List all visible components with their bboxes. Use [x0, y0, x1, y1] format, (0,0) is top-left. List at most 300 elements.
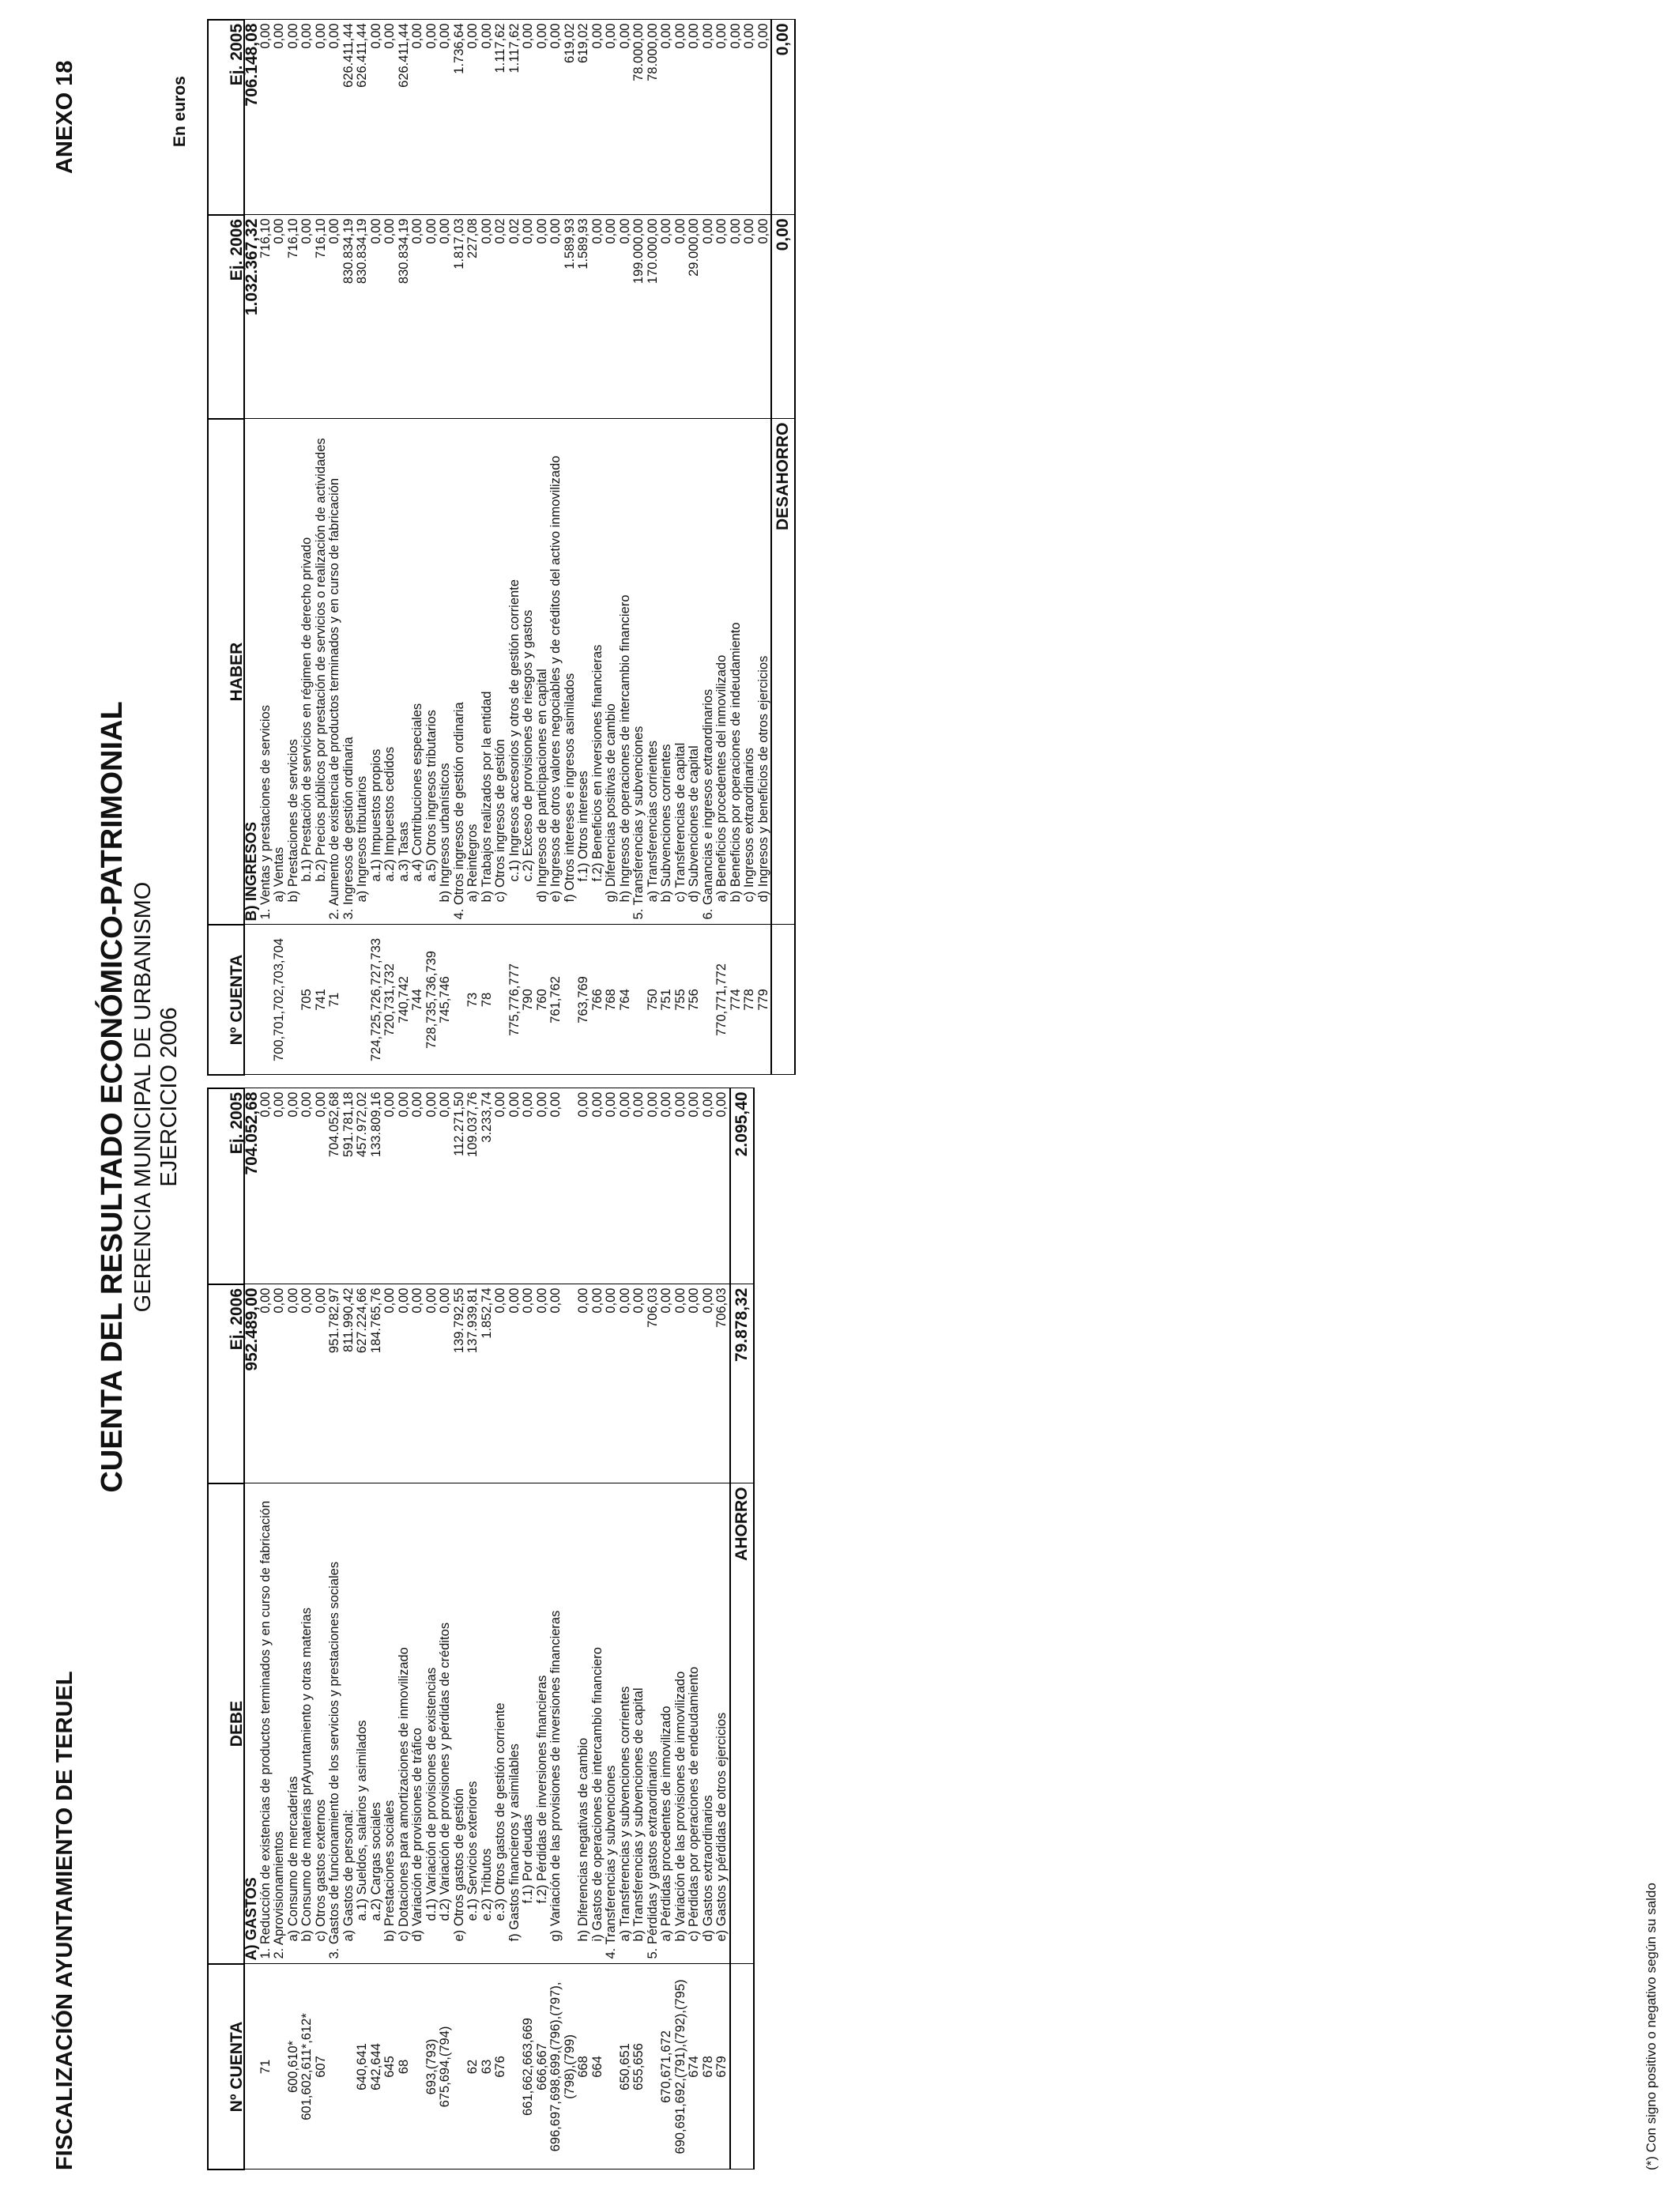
- table-row: [563, 20, 578, 1075]
- value-2005-cell: 0,00: [439, 20, 453, 215]
- account-cell: 761,762: [549, 925, 563, 1075]
- table-row: [342, 20, 356, 1075]
- value-2005-cell: 0,00: [300, 1088, 315, 1284]
- account-cell: 750: [646, 925, 661, 1075]
- account-cell: 668: [577, 1964, 591, 2169]
- concept-cell: b) Beneficios por operaciones de indeudamiento: [729, 419, 744, 925]
- value-2006-cell: 0,00: [494, 1284, 508, 1483]
- value-2005-cell: 1.117,62: [494, 20, 508, 215]
- table-row: [660, 1088, 674, 2169]
- table-row: [315, 1088, 329, 2169]
- account-cell: 775,776,777: [508, 925, 522, 1075]
- table-row: [522, 20, 536, 1075]
- account-cell: [563, 925, 578, 1075]
- concept-cell: b) Ingresos urbanísticos: [439, 419, 453, 925]
- value-2005-cell: 0,00: [273, 20, 287, 215]
- table-row: [328, 20, 342, 1075]
- concept-cell: h) Ingresos de operaciones de intercambio financiero: [619, 419, 633, 925]
- value-2005-cell: 0,00: [577, 1088, 591, 1284]
- account-cell: [494, 925, 508, 1075]
- concept-cell: a.3) Tasas: [397, 419, 412, 925]
- concept-cell: a) Reintegros: [466, 419, 480, 925]
- value-2006-cell: 0,00: [605, 215, 619, 419]
- haber-table: [207, 19, 796, 1076]
- table-row: [356, 1088, 370, 2169]
- concept-cell: a.2) Impuestos cedidos: [383, 419, 397, 925]
- account-cell: 63: [480, 1964, 495, 2169]
- table-row: [328, 1088, 342, 2169]
- value-2006-cell: 0,00: [687, 1284, 702, 1483]
- haber-total-2005: 0,00: [771, 20, 795, 215]
- table-row: [480, 20, 495, 1075]
- concept-cell: A) GASTOS: [244, 1483, 259, 1964]
- table-row: [605, 20, 619, 1075]
- value-2006-cell: 716,10: [259, 215, 273, 419]
- account-cell: [342, 1964, 356, 2169]
- table-row: [536, 20, 550, 1075]
- value-2005-cell: 112.271,50: [453, 1088, 467, 1284]
- concept-cell: c) Ingresos extraordinarios: [743, 419, 757, 925]
- value-2005-cell: 704.052,68: [328, 1088, 342, 1284]
- haber-header-row: [208, 20, 244, 1075]
- table-row: [287, 20, 301, 1075]
- table-row: [619, 20, 633, 1075]
- value-2005-cell: 0,00: [702, 20, 716, 215]
- value-2005-cell: 0,00: [383, 1088, 397, 1284]
- table-row: [370, 1088, 384, 2169]
- value-2005-cell: 0,00: [715, 1088, 730, 1284]
- value-2005-cell: 0,00: [687, 20, 702, 215]
- value-2005-cell: 0,00: [287, 1088, 301, 1284]
- value-2006-cell: 0,00: [315, 1284, 329, 1483]
- concept-cell: e) Gastos y pérdidas de otros ejercicios: [715, 1483, 730, 1964]
- value-2005-cell: 591.781,18: [342, 1088, 356, 1284]
- concept-cell: 5. Pérdidas y gastos extraordinarios: [646, 1483, 661, 1964]
- value-2006-cell: 0,00: [480, 215, 495, 419]
- value-2005-cell: 626.411,44: [342, 20, 356, 215]
- account-cell: 664: [591, 1964, 605, 2169]
- table-row: [508, 20, 522, 1075]
- table-row: [397, 20, 412, 1075]
- table-row: [591, 20, 605, 1075]
- debe-concept-header: DEBE: [208, 1483, 244, 1964]
- value-2005-cell: 626.411,44: [397, 20, 412, 215]
- value-2006-cell: 0,00: [411, 1284, 425, 1483]
- concept-cell: f) Otros intereses e ingresos asimilados: [563, 419, 578, 925]
- account-cell: 693,(793): [425, 1964, 439, 2169]
- value-2005-cell: 0,00: [425, 1088, 439, 1284]
- value-2005-cell: 0,00: [397, 1088, 412, 1284]
- debe-table: [207, 1088, 755, 2170]
- value-2006-cell: 716,10: [287, 215, 301, 419]
- concept-cell: i) Gastos de operaciones de intercambio financiero: [591, 1483, 605, 1964]
- concept-cell: d) Ingresos y beneficios de otros ejercicios: [757, 419, 772, 925]
- account-cell: 755: [674, 925, 688, 1075]
- table-row: [439, 20, 453, 1075]
- concept-cell: 2. Aumento de existencia de productos terminados y en curso de fabricación: [328, 419, 342, 925]
- table-row: [397, 1088, 412, 2169]
- value-2006-cell: 0,00: [383, 1284, 397, 1483]
- account-cell: 679: [715, 1964, 730, 2169]
- value-2006-cell: 0,00: [425, 1284, 439, 1483]
- value-2005-cell: 133.809,16: [370, 1088, 384, 1284]
- value-2006-cell: 0,00: [605, 1284, 619, 1483]
- value-2005-cell: 0,00: [605, 1088, 619, 1284]
- concept-cell: c.1) Ingresos accesorios y otros de gestión corriente: [508, 419, 522, 925]
- value-2006-cell: 0,00: [411, 215, 425, 419]
- account-cell: [411, 1964, 425, 2169]
- value-2005-cell: 0,00: [480, 20, 495, 215]
- account-cell: [632, 925, 646, 1075]
- value-2006-cell: 0,00: [619, 215, 633, 419]
- concept-cell: a.2) Cargas sociales: [370, 1483, 384, 1964]
- account-cell: 73: [466, 925, 480, 1075]
- value-2005-cell: 0,00: [757, 20, 772, 215]
- debe-total-2005: 2.095,40: [730, 1088, 754, 1284]
- value-2005-cell: 0,00: [619, 20, 633, 215]
- concept-cell: a) Pérdidas procedentes de inmovilizado: [660, 1483, 674, 1964]
- concept-cell: d) Variación de provisiones de tráfico: [411, 1483, 425, 1964]
- concept-cell: b) Transferencias y subvenciones de capital: [632, 1483, 646, 1964]
- haber-2005-header: Ej. 2005: [208, 20, 244, 215]
- value-2005-cell: 0,00: [674, 1088, 688, 1284]
- value-2006-cell: 0,00: [259, 1284, 273, 1483]
- concept-cell: c) Otros gastos externos: [315, 1483, 329, 1964]
- table-row: [453, 20, 467, 1075]
- table-row: [356, 20, 370, 1075]
- debe-header-row: [208, 1088, 244, 2169]
- table-row: [549, 1088, 577, 2169]
- annex-label: ANEXO 18: [52, 60, 77, 174]
- table-row: [522, 1088, 536, 2169]
- value-2005-cell: 0,00: [536, 1088, 550, 1284]
- value-2005-cell: 706.148,08: [244, 20, 259, 215]
- table-row: [757, 20, 772, 1075]
- concept-cell: a) Transferencias corrientes: [646, 419, 661, 925]
- account-cell: 655,656: [632, 1964, 646, 2169]
- page-subtitle: GERENCIA MUNICIPAL DE URBANISMO: [130, 881, 156, 1313]
- account-cell: [508, 1964, 522, 2169]
- concept-cell: c) Pérdidas por operaciones de endeudamiento: [687, 1483, 702, 1964]
- value-2006-cell: 0,00: [702, 215, 716, 419]
- debe-2005-header: Ej. 2005: [208, 1088, 244, 1284]
- concept-cell: b) Subvenciones corrientes: [660, 419, 674, 925]
- account-cell: 661,662,663,669: [522, 1964, 536, 2169]
- concept-cell: d) Subvenciones de capital: [687, 419, 702, 925]
- value-2006-cell: 0,00: [660, 215, 674, 419]
- concept-cell: d.1) Variación de provisiones de existencias: [425, 1483, 439, 1964]
- concept-cell: 3. Ingresos de gestión ordinaria: [342, 419, 356, 925]
- value-2006-cell: 0,00: [619, 1284, 633, 1483]
- table-row: [674, 20, 688, 1075]
- table-row: [425, 1088, 439, 2169]
- table-row: [729, 20, 744, 1075]
- value-2006-cell: 0,00: [300, 1284, 315, 1483]
- account-cell: 760: [536, 925, 550, 1075]
- value-2005-cell: 0,00: [687, 1088, 702, 1284]
- value-2006-cell: 139.792,55: [453, 1284, 467, 1483]
- table-row: [632, 20, 646, 1075]
- account-cell: 740,742: [397, 925, 412, 1075]
- account-cell: [356, 925, 370, 1075]
- account-cell: 756: [687, 925, 702, 1075]
- page-title: CUENTA DEL RESULTADO ECONÓMICO-PATRIMONIAL: [96, 701, 129, 1493]
- concept-cell: a.1) Sueldos, salarios y asimilados: [356, 1483, 370, 1964]
- value-2005-cell: 0,00: [273, 1088, 287, 1284]
- table-row: [259, 1088, 273, 2169]
- value-2005-cell: 457.972,02: [356, 1088, 370, 1284]
- value-2005-cell: 0,00: [549, 1088, 577, 1284]
- account-cell: 650,651: [619, 1964, 633, 2169]
- account-cell: 778: [743, 925, 757, 1075]
- value-2005-cell: 0,00: [632, 1088, 646, 1284]
- account-cell: 728,735,736,739: [425, 925, 439, 1075]
- value-2006-cell: 0,00: [439, 215, 453, 419]
- account-cell: [605, 1964, 619, 2169]
- concept-cell: 2. Aprovisionamientos: [273, 1483, 287, 1964]
- value-2006-cell: 0,00: [397, 1284, 412, 1483]
- account-cell: 645: [383, 1964, 397, 2169]
- concept-cell: b.1) Prestación de servicios en régimen de derecho privado: [300, 419, 315, 925]
- value-2005-cell: 0,00: [729, 20, 744, 215]
- table-row: [411, 1088, 425, 2169]
- account-cell: [273, 1964, 287, 2169]
- value-2005-cell: 0,00: [522, 20, 536, 215]
- concept-cell: 5. Transferencias y subvenciones: [632, 419, 646, 925]
- concept-cell: e) Otros gastos de gestión: [453, 1483, 467, 1964]
- haber-body: [244, 20, 771, 1075]
- concept-cell: c) Transferencias de capital: [674, 419, 688, 925]
- haber-2006-header: Ej. 2006: [208, 215, 244, 419]
- concept-cell: g) Diferencias positivas de cambio: [605, 419, 619, 925]
- account-cell: 790: [522, 925, 536, 1075]
- account-cell: 763,769: [577, 925, 591, 1075]
- account-cell: [244, 1964, 259, 2169]
- value-2005-cell: 0,00: [702, 1088, 716, 1284]
- debe-total-label: AHORRO: [730, 1483, 754, 1964]
- account-cell: 78: [480, 925, 495, 1075]
- table-row: [508, 1088, 522, 2169]
- concept-cell: B) INGRESOS: [244, 419, 259, 925]
- value-2006-cell: 1.032.367,32: [244, 215, 259, 419]
- account-cell: 779: [757, 925, 772, 1075]
- table-row: [315, 20, 329, 1075]
- account-cell: 675,694,(794): [439, 1964, 453, 2169]
- table-row: [494, 1088, 508, 2169]
- value-2005-cell: 0,00: [315, 1088, 329, 1284]
- haber-total-row: [771, 20, 795, 1075]
- account-cell: 678: [702, 1964, 716, 2169]
- concept-cell: e) Ingresos de otros valores negociables y de créditos del activo inmovilizado: [549, 419, 563, 925]
- concept-cell: f.1) Por deudas: [522, 1483, 536, 1964]
- concept-cell: b) Consumo de materias prAyuntamiento y otras materias: [300, 1483, 315, 1964]
- footnote: (*) Con signo positivo o negativo según su saldo: [1644, 1883, 1659, 2170]
- value-2006-cell: 1.589,93: [577, 215, 591, 419]
- value-2006-cell: 0,00: [660, 1284, 674, 1483]
- account-cell: 700,701,702,703,704: [273, 925, 287, 1075]
- value-2005-cell: 0,00: [383, 20, 397, 215]
- table-row: [300, 1088, 315, 2169]
- value-2006-cell: 1.589,93: [563, 215, 578, 419]
- table-row: [411, 20, 425, 1075]
- account-cell: 607: [315, 1964, 329, 2169]
- value-2005-cell: 0,00: [300, 20, 315, 215]
- value-2006-cell: 0,00: [287, 1284, 301, 1483]
- table-row: [480, 1088, 495, 2169]
- value-2006-cell: 29.000,00: [687, 215, 702, 419]
- concept-cell: b) Variación de las provisiones de inmovilizado: [674, 1483, 688, 1964]
- concept-cell: g) Variación de las provisiones de inversiones financieras: [549, 1483, 577, 1964]
- value-2006-cell: 627.224,66: [356, 1284, 370, 1483]
- concept-cell: b.2) Precios públicos por prestación de servicios o realización de actividades: [315, 419, 329, 925]
- value-2006-cell: 137.939,81: [466, 1284, 480, 1483]
- value-2006-cell: 0,00: [577, 1284, 591, 1483]
- account-cell: 670,671,672: [660, 1964, 674, 2169]
- table-row: [287, 1088, 301, 2169]
- concept-cell: b) Prestaciones sociales: [383, 1483, 397, 1964]
- value-2006-cell: 830.834,19: [356, 215, 370, 419]
- value-2006-cell: 227,08: [466, 215, 480, 419]
- table-row: [439, 1088, 453, 2169]
- value-2005-cell: 0,00: [287, 20, 301, 215]
- account-cell: [342, 925, 356, 1075]
- value-2006-cell: 0,00: [273, 1284, 287, 1483]
- concept-cell: 1. Ventas y prestaciones de servicios: [259, 419, 273, 925]
- debe-2006-header: Ej. 2006: [208, 1284, 244, 1483]
- value-2006-cell: 0,00: [425, 215, 439, 419]
- value-2006-cell: 184.765,76: [370, 1284, 384, 1483]
- concept-cell: a.4) Contribuciones especiales: [411, 419, 425, 925]
- value-2005-cell: 0,00: [536, 20, 550, 215]
- value-2006-cell: 0,00: [729, 215, 744, 419]
- table-row: [370, 20, 384, 1075]
- value-2006-cell: 830.834,19: [397, 215, 412, 419]
- value-2006-cell: 0,00: [536, 215, 550, 419]
- value-2006-cell: 0,00: [632, 1284, 646, 1483]
- debe-account-header: Nº CUENTA: [208, 1964, 244, 2169]
- account-cell: [646, 1964, 661, 2169]
- value-2006-cell: 0,00: [370, 215, 384, 419]
- value-2005-cell: 0,00: [715, 20, 729, 215]
- table-row: [591, 1088, 605, 2169]
- value-2005-cell: 0,00: [315, 20, 329, 215]
- account-cell: 696,697,698,699,(796),(797),(798),(799): [549, 1964, 577, 2169]
- units-label: En euros: [171, 76, 189, 147]
- value-2006-cell: 0,00: [549, 1284, 577, 1483]
- value-2005-cell: 704.052,68: [244, 1088, 259, 1284]
- concept-cell: h) Diferencias negativas de cambio: [577, 1483, 591, 1964]
- value-2006-cell: 706,03: [646, 1284, 661, 1483]
- account-cell: 71: [259, 1964, 273, 2169]
- concept-cell: d) Gastos extraordinarios: [702, 1483, 716, 1964]
- account-cell: 642,644: [370, 1964, 384, 2169]
- value-2006-cell: 0,00: [674, 215, 688, 419]
- value-2006-cell: 0,00: [273, 215, 287, 419]
- table-row: [466, 1088, 480, 2169]
- table-row: [453, 1088, 467, 2169]
- account-cell: 744: [411, 925, 425, 1075]
- value-2006-cell: 0,00: [383, 215, 397, 419]
- value-2005-cell: 626.411,44: [356, 20, 370, 215]
- account-cell: 768: [605, 925, 619, 1075]
- account-cell: [453, 1964, 467, 2169]
- debe-total-row: [730, 1088, 754, 2169]
- value-2005-cell: 0,00: [439, 1088, 453, 1284]
- account-cell: 690,691,692,(791),(792),(795): [674, 1964, 688, 2169]
- value-2005-cell: 0,00: [508, 1088, 522, 1284]
- haber-account-header: Nº CUENTA: [208, 925, 244, 1075]
- value-2005-cell: 0,00: [328, 20, 342, 215]
- table-row: [383, 1088, 397, 2169]
- debe-total-2006: 79.878,32: [730, 1284, 754, 1483]
- value-2006-cell: 951.782,97: [328, 1284, 342, 1483]
- concept-cell: a) Gastos de personal:: [342, 1483, 356, 1964]
- value-2005-cell: 109.037,76: [466, 1088, 480, 1284]
- account-cell: [453, 925, 467, 1075]
- account-cell: 774: [729, 925, 744, 1075]
- table-row: [466, 20, 480, 1075]
- table-row: [300, 20, 315, 1075]
- concept-cell: f) Gastos financieros y asimilables: [508, 1483, 522, 1964]
- value-2005-cell: 3.233,74: [480, 1088, 495, 1284]
- table-row: [715, 1088, 730, 2169]
- concept-cell: c.2) Exceso de provisiones de riesgos y gastos: [522, 419, 536, 925]
- account-cell: 68: [397, 1964, 412, 2169]
- table-row: [494, 20, 508, 1075]
- account-cell: [287, 925, 301, 1075]
- concept-cell: e.1) Servicios exteriores: [466, 1483, 480, 1964]
- account-cell: 720,731,732: [383, 925, 397, 1075]
- value-2006-cell: 0,00: [715, 215, 729, 419]
- debe-body: [244, 1088, 730, 2169]
- value-2006-cell: 811.990,42: [342, 1284, 356, 1483]
- table-row: [549, 20, 563, 1075]
- concept-cell: 1. Reducción de existencias de productos terminados y en curso de fabricación: [259, 1483, 273, 1964]
- concept-cell: 4. Transferencias y subvenciones: [605, 1483, 619, 1964]
- concept-cell: f.1) Otros intereses: [577, 419, 591, 925]
- value-2005-cell: 0,00: [619, 1088, 633, 1284]
- value-2006-cell: 1.852,74: [480, 1284, 495, 1483]
- value-2006-cell: 0,02: [508, 215, 522, 419]
- value-2006-cell: 0,00: [522, 215, 536, 419]
- account-cell: 62: [466, 1964, 480, 2169]
- value-2005-cell: 0,00: [591, 1088, 605, 1284]
- account-cell: [259, 925, 273, 1075]
- value-2006-cell: 0,00: [300, 215, 315, 419]
- concept-cell: c) Otros ingresos de gestión: [494, 419, 508, 925]
- table-row: [687, 1088, 702, 2169]
- value-2006-cell: 0,00: [591, 1284, 605, 1483]
- value-2005-cell: 0,00: [425, 20, 439, 215]
- value-2006-cell: 830.834,19: [342, 215, 356, 419]
- table-row: [536, 1088, 550, 2169]
- table-row: [259, 20, 273, 1075]
- value-2006-cell: 706,03: [715, 1284, 730, 1483]
- concept-cell: e.3) Otros gastos de gestión corriente: [494, 1483, 508, 1964]
- value-2006-cell: 170.000,00: [646, 215, 661, 419]
- table-row: [244, 1088, 259, 2169]
- value-2006-cell: 0,00: [702, 1284, 716, 1483]
- table-row: [425, 20, 439, 1075]
- table-row: [383, 20, 397, 1075]
- account-cell: 666,667: [536, 1964, 550, 2169]
- account-cell: [244, 925, 259, 1075]
- table-row: [273, 1088, 287, 2169]
- value-2005-cell: 0,00: [646, 1088, 661, 1284]
- value-2005-cell: 0,00: [494, 1088, 508, 1284]
- table-row: [577, 20, 591, 1075]
- value-2005-cell: 0,00: [605, 20, 619, 215]
